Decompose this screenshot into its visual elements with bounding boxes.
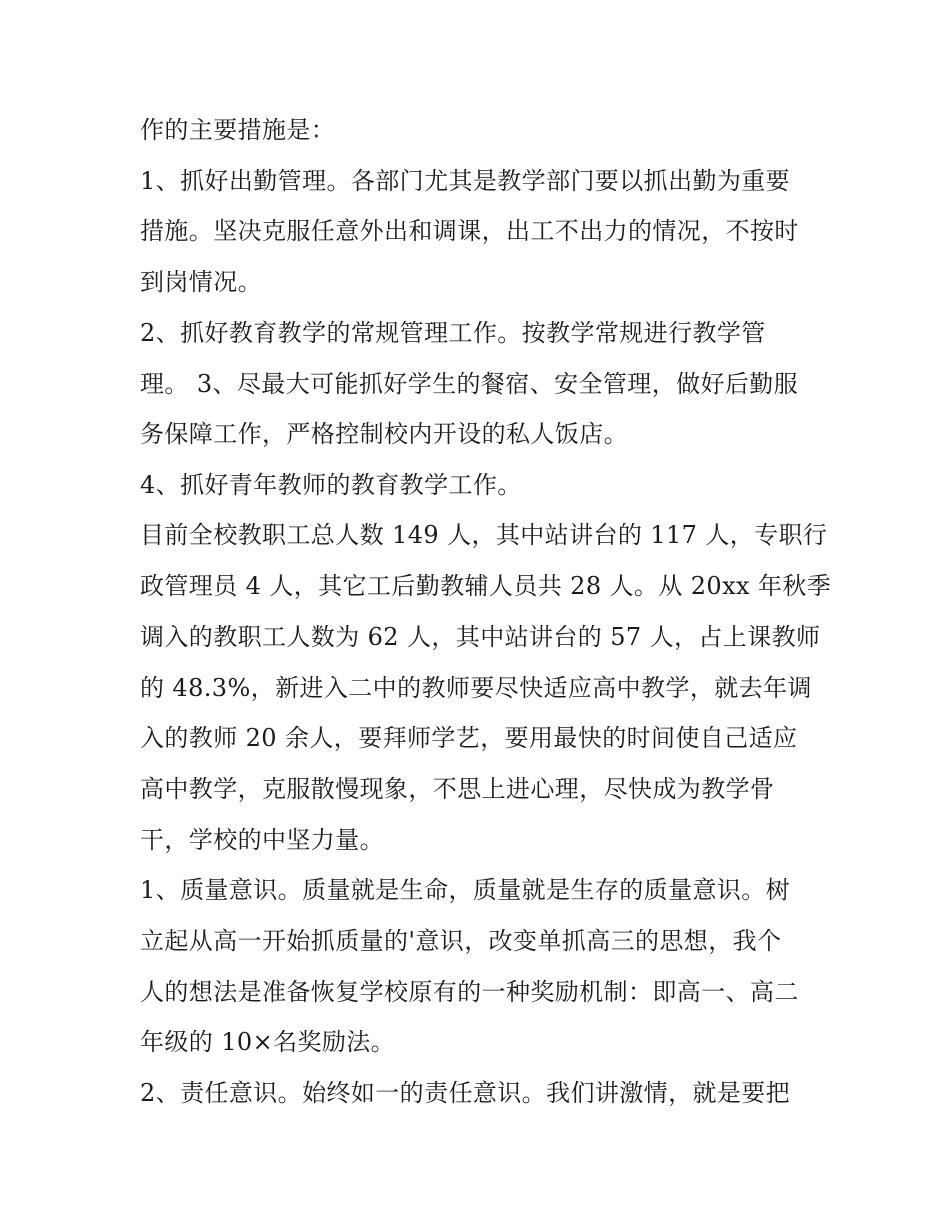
text-line: 2、抓好教育教学的常规管理工作。按教学常规进行教学管 [140,319,766,347]
text-line: 干，学校的中坚力量。 [140,826,384,854]
text-line: 入的教师 20 余人，要拜师学艺，要用最快的时间使自己适应 [140,724,798,752]
text-line: 政管理员 4 人，其它工后勤教辅人员共 28 人。从 20xx 年秋季 [140,572,832,600]
text-line: 4、抓好青年教师的教育教学工作。 [140,471,522,499]
text-line: 理。 3、尽最大可能抓好学生的餐宿、安全管理，做好后勤服 [140,370,799,398]
text-line: 的 48.3%，新进入二中的教师要尽快适应高中教学，就去年调 [140,674,812,702]
text-line: 措施。坚决克服任意外出和调课，出工不出力的情况，不按时 [140,217,799,245]
text-line: 调入的教职工人数为 62 人，其中站讲台的 57 人，占上课教师 [140,623,821,651]
text-line: 作的主要措施是： [140,116,336,144]
text-line: 2、责任意识。始终如一的责任意识。我们讲激情，就是要把 [140,1079,791,1107]
text-line: 高中教学，克服散慢现象，不思上进心理，尽快成为教学骨 [140,775,775,803]
text-line: 1、质量意识。质量就是生命，质量就是生存的质量意识。树 [140,876,791,904]
text-line: 务保障工作，严格控制校内开设的私人饭店。 [140,420,628,448]
text-line: 1、抓好出勤管理。各部门尤其是教学部门要以抓出勤为重要 [140,167,791,195]
text-line: 年级的 10×名奖励法。 [140,1028,396,1056]
text-line: 到岗情况。 [140,268,262,296]
text-line: 人的想法是准备恢复学校原有的一种奖励机制：即高一、高二 [140,978,799,1006]
text-line: 立起从高一开始抓质量的'意识，改变单抓高三的思想，我个 [140,927,782,955]
text-line: 目前全校教职工总人数 149 人，其中站讲台的 117 人，专职行 [140,521,828,549]
